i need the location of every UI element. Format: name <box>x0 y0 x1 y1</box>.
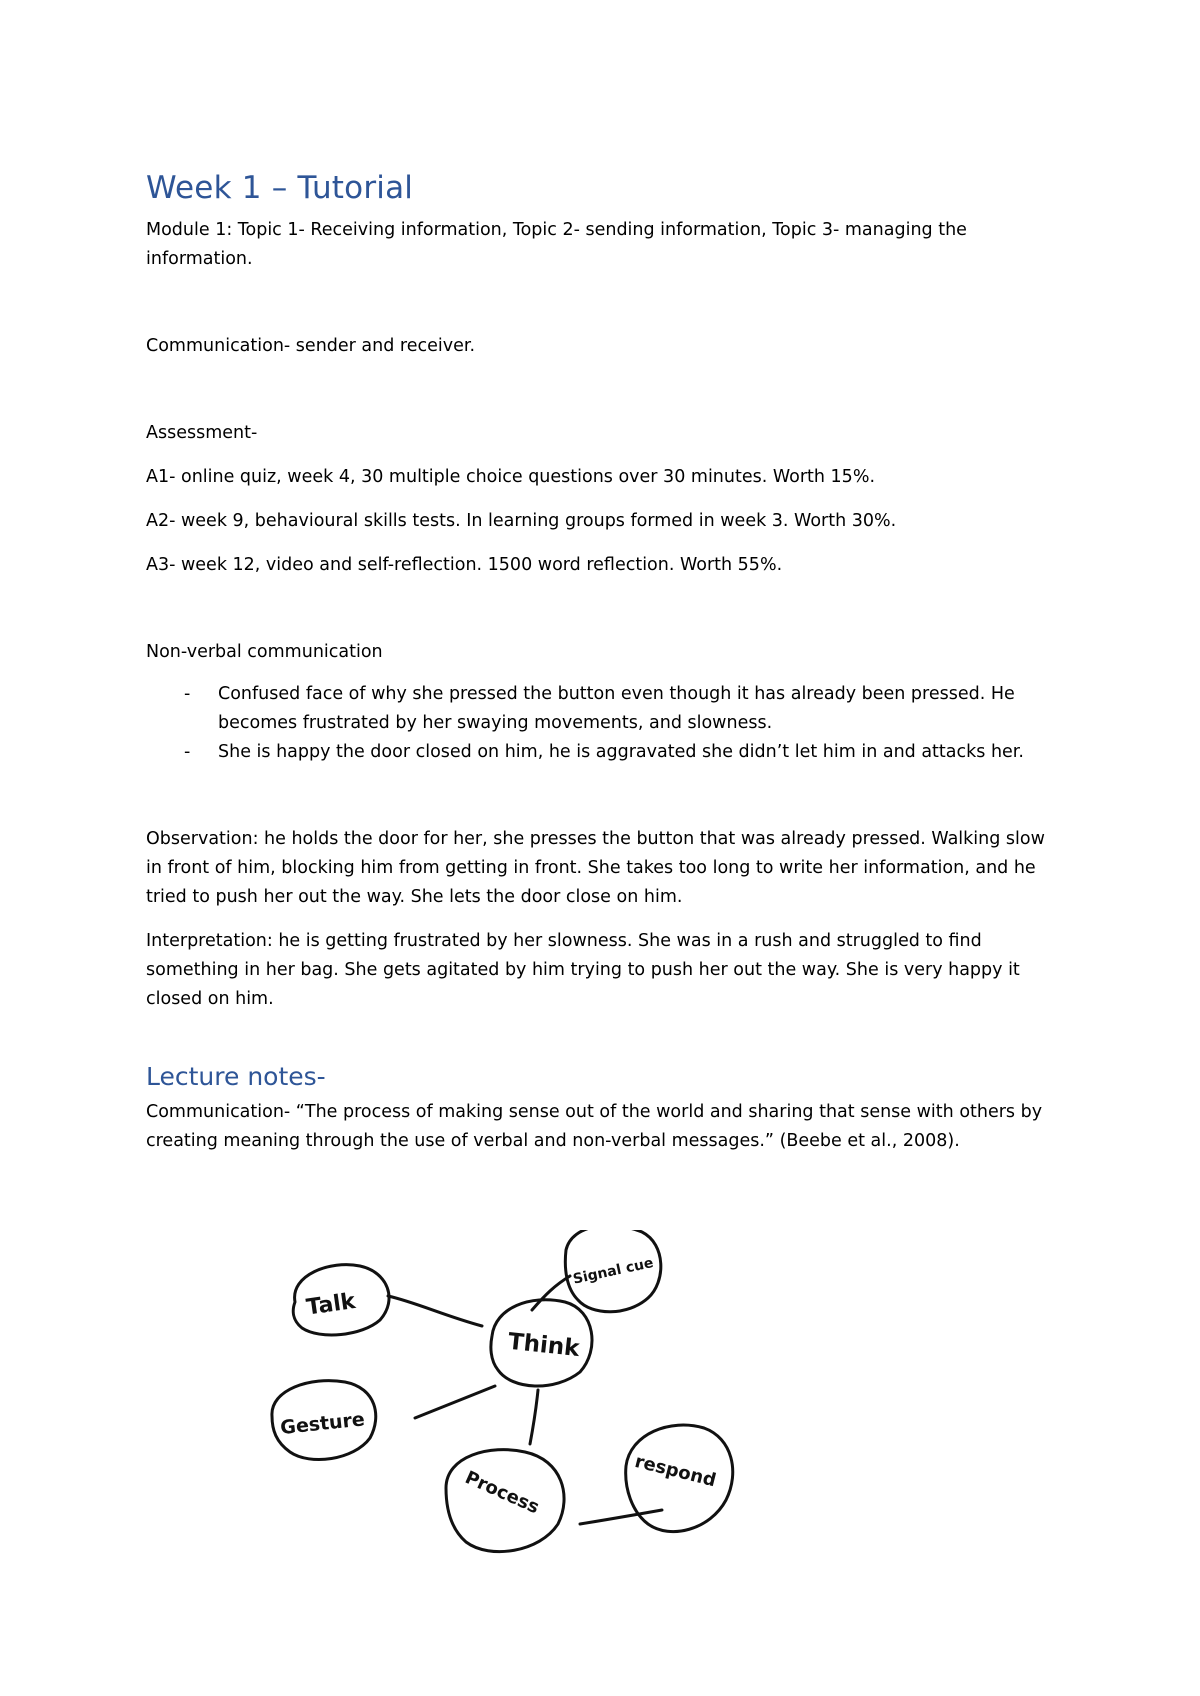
mind-map-svg <box>250 1230 770 1590</box>
connector-think-gesture <box>415 1386 495 1418</box>
connector-think-process <box>530 1390 538 1444</box>
interpretation-paragraph: Interpretation: he is getting frustrated by her slowness. She was in a rush and struggled to find something in her bag. She gets agitated by him trying to push her out the way. She is very happy it closed on him. <box>146 931 1020 1009</box>
node-gesture-label: Gesture <box>279 1408 366 1440</box>
assessment-item-a1: A1- online quiz, week 4, 30 multiple choice questions over 30 minutes. Worth 15%. <box>146 467 876 487</box>
assessment-item-a2: A2- week 9, behavioural skills tests. In learning groups formed in week 3. Worth 30%. <box>146 511 897 531</box>
dash-bullet: - <box>184 684 191 704</box>
lecture-definition: Communication- “The process of making sense out of the world and sharing that sense with others by creating meaning through the use of verbal and non-verbal messages.” (Beebe et al., 2008). <box>146 1102 1043 1151</box>
page-title: Week 1 – Tutorial <box>146 170 414 206</box>
list-item-text: She is happy the door closed on him, he is aggravated she didn’t let him in and attacks her. <box>218 742 1024 762</box>
hand-drawn-mind-map <box>250 1230 770 1590</box>
node-process-label: Process <box>461 1467 543 1519</box>
connector-process-respond <box>580 1510 662 1524</box>
node-respond-label: respond <box>632 1450 719 1492</box>
connector-talk-think <box>388 1296 482 1326</box>
connector-think-signal <box>532 1276 570 1310</box>
node-think-label: Think <box>506 1328 581 1363</box>
dash-bullet: - <box>184 742 191 762</box>
observation-paragraph: Observation: he holds the door for her, she presses the button that was already pressed. Walking slow in front of him, blocking him from getting in front. She takes too long to write her information, and he tried to push her out the way. She lets the door close on him. <box>146 829 1045 907</box>
nonverbal-list <box>146 680 1066 767</box>
nonverbal-heading: Non-verbal communication <box>146 642 383 662</box>
assessment-item-a3: A3- week 12, video and self-reflection. 1500 word reflection. Worth 55%. <box>146 555 783 575</box>
document-body <box>146 168 1066 1156</box>
list-item <box>146 680 1066 738</box>
communication-line: Communication- sender and receiver. <box>146 336 476 356</box>
list-item <box>146 738 1066 767</box>
lecture-notes-heading: Lecture notes- <box>146 1062 326 1091</box>
list-item-text: Confused face of why she pressed the button even though it has already been pressed. He becomes frustrated by her swaying movements, and slowness. <box>218 684 1015 733</box>
assessment-heading: Assessment- <box>146 423 258 443</box>
module-line: Module 1: Topic 1- Receiving information, Topic 2- sending information, Topic 3- managing the information. <box>146 220 967 269</box>
node-signal-label: Signal cue <box>571 1255 655 1288</box>
node-talk-label: Talk <box>304 1288 358 1321</box>
